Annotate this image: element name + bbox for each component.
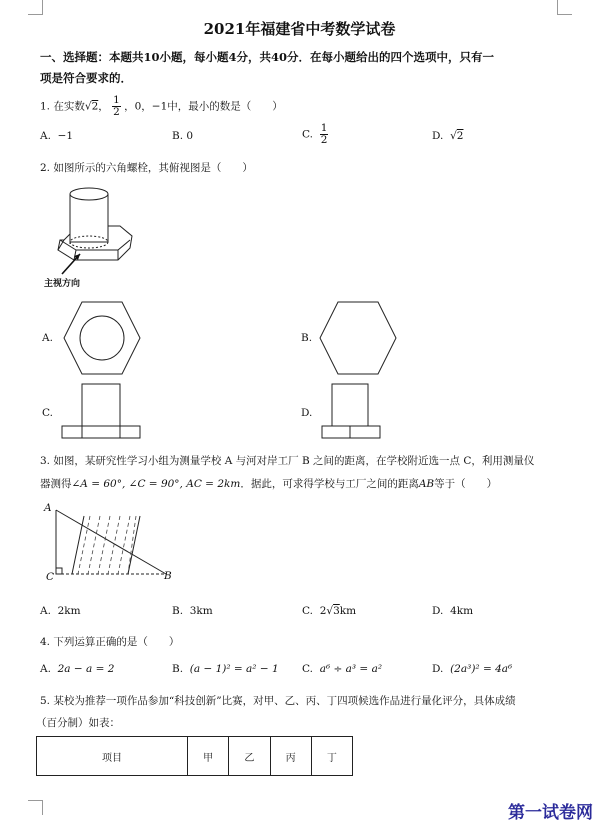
q2-option-b-label[interactable]: B. bbox=[301, 332, 313, 344]
page-title: 2021年福建省中考数学试卷 bbox=[203, 20, 396, 38]
table-header-ding: 丁 bbox=[311, 737, 352, 776]
q4-option-a[interactable]: A. 2a − a = 2 bbox=[40, 663, 115, 675]
question-3-stem-line1: 3. 如图，某研究性学习小组为测量学校 A 与河对岸工厂 B 之间的距离，在学校附近选一点 C，利用测量仪 bbox=[40, 455, 535, 467]
crop-mark-bottom-left bbox=[28, 800, 43, 815]
q3-option-d[interactable]: D. 4km bbox=[432, 605, 474, 617]
q1-separator: ， bbox=[98, 100, 109, 113]
question-2-stem: 2. 如图所示的六角螺栓，其俯视图是（ ） bbox=[40, 162, 253, 174]
q1-option-c[interactable]: C. $\frac{1}{2}$ bbox=[302, 122, 328, 147]
bolt-perspective-figure bbox=[44, 184, 144, 284]
question-5-stem-line1: 5. 某校为推荐一项作品参加“科技创新”比赛，对甲、乙、丙、丁四项候选作品进行量化评分，具体成绩 bbox=[40, 695, 516, 707]
q3-point-c: C bbox=[46, 571, 55, 583]
q1-fraction-denominator: 2 bbox=[113, 106, 120, 119]
table-row bbox=[37, 737, 353, 776]
question-5-stem-line2: （百分制）如表： bbox=[36, 717, 120, 729]
q1-rest: ，0，−1中，最小的数是（ ） bbox=[124, 100, 283, 113]
q1-fraction-half bbox=[112, 95, 121, 118]
q3-point-b: B bbox=[164, 570, 172, 582]
q1-fraction-numerator: 1 bbox=[113, 94, 120, 106]
table-header-jia: 甲 bbox=[188, 737, 229, 776]
question-1-stem bbox=[40, 95, 283, 118]
q1-sqrt-radicand: 2 bbox=[91, 100, 99, 113]
question-4-stem: 4. 下列运算正确的是（ ） bbox=[40, 636, 180, 648]
table-header-item: 项目 bbox=[37, 737, 188, 776]
q3-point-a: A bbox=[44, 502, 52, 514]
q3-triangle-figure bbox=[44, 502, 184, 584]
q3-option-c[interactable]: C. 2√3km bbox=[302, 605, 357, 617]
q1-option-d[interactable]: D. √2 bbox=[432, 130, 464, 142]
watermark-logo: 第一试卷网 bbox=[508, 803, 593, 823]
q4-option-b[interactable]: B. (a − 1)² = a² − 1 bbox=[172, 663, 279, 675]
q2-option-d-label[interactable]: D. bbox=[301, 407, 313, 419]
q4-option-d[interactable]: D. (2a³)² = 4a⁶ bbox=[432, 663, 513, 675]
q1-option-b[interactable]: B. 0 bbox=[172, 130, 194, 142]
q1-option-a[interactable]: A. −1 bbox=[40, 130, 74, 142]
q1-prefix: 1. 在实数 bbox=[40, 100, 85, 113]
crop-mark-top-right bbox=[557, 0, 572, 15]
crop-mark-top-left bbox=[28, 0, 43, 15]
q2-option-c-side-view[interactable] bbox=[60, 382, 144, 440]
table-header-yi: 乙 bbox=[229, 737, 270, 776]
table-header-bing: 丙 bbox=[270, 737, 311, 776]
q2-option-a-label[interactable]: A. bbox=[42, 332, 53, 344]
question-3-stem-line2: 器测得∠A = 60°, ∠C = 90°, AC = 2km．据此，可求得学校与工厂之间的距离AB等于（ ） bbox=[40, 478, 498, 490]
q2-option-d-side-view[interactable] bbox=[320, 382, 384, 440]
q3-option-a[interactable]: A. 2km bbox=[40, 605, 81, 617]
q3-option-b[interactable]: B. 3km bbox=[172, 605, 213, 617]
section-heading-line2: 项是符合要求的． bbox=[40, 71, 132, 85]
q2-option-c-label[interactable]: C. bbox=[42, 407, 53, 419]
q4-option-c[interactable]: C. a⁶ ÷ a³ = a² bbox=[302, 663, 383, 675]
q2-direction-label: 主视方向 bbox=[44, 279, 81, 289]
q5-score-table bbox=[36, 736, 353, 776]
q1-sqrt-symbol: √ bbox=[84, 100, 92, 113]
q2-option-a-hexagon-with-circle[interactable] bbox=[62, 300, 142, 376]
q2-option-b-hexagon[interactable] bbox=[318, 300, 398, 376]
section-heading-line1: 一、选择题：本题共10小题，每小题4分，共40分．在每小题给出的四个选项中，只有一 bbox=[40, 50, 495, 64]
